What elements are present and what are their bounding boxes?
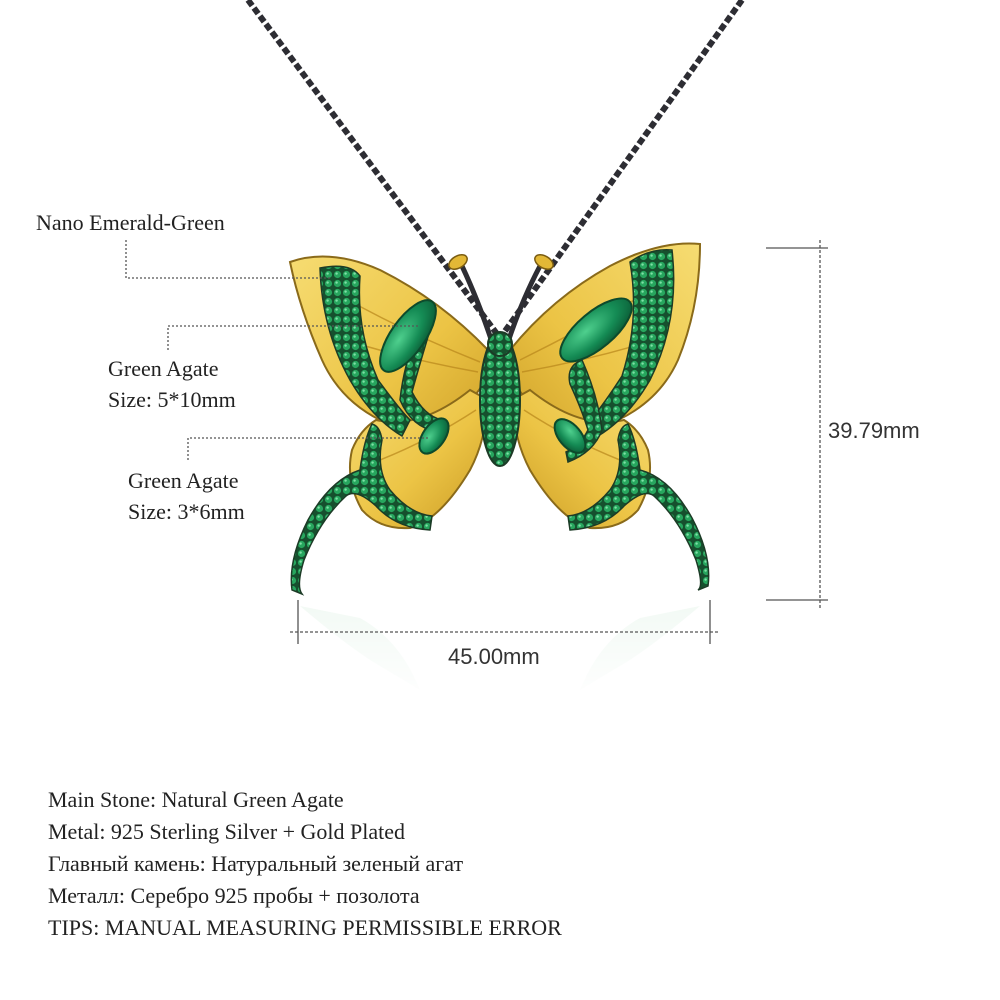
label-green-agate-small: Green Agate [128,468,239,493]
label-green-agate-large-size: Size: 5*10mm [108,387,236,412]
dimension-width: 45.00mm [448,644,540,669]
spec-main-stone-ru: Главный камень: Натуральный зеленый агат [48,851,464,876]
dimension-height: 39.79mm [828,418,920,443]
spec-metal: Metal: 925 Sterling Silver + Gold Plated [48,819,406,844]
label-nano-emerald: Nano Emerald-Green [36,210,225,235]
right-wing [508,243,709,590]
left-wing [290,257,490,594]
product-specs [48,784,562,944]
spec-main-stone: Main Stone: Natural Green Agate [48,787,344,812]
butterfly-body [480,332,520,466]
label-green-agate-small-size: Size: 3*6mm [128,499,245,524]
label-green-agate-large: Green Agate [108,356,219,381]
spec-metal-ru: Металл: Серебро 925 пробы + позолота [48,883,420,908]
spec-tips: TIPS: MANUAL MEASURING PERMISSIBLE ERROR [48,915,562,940]
